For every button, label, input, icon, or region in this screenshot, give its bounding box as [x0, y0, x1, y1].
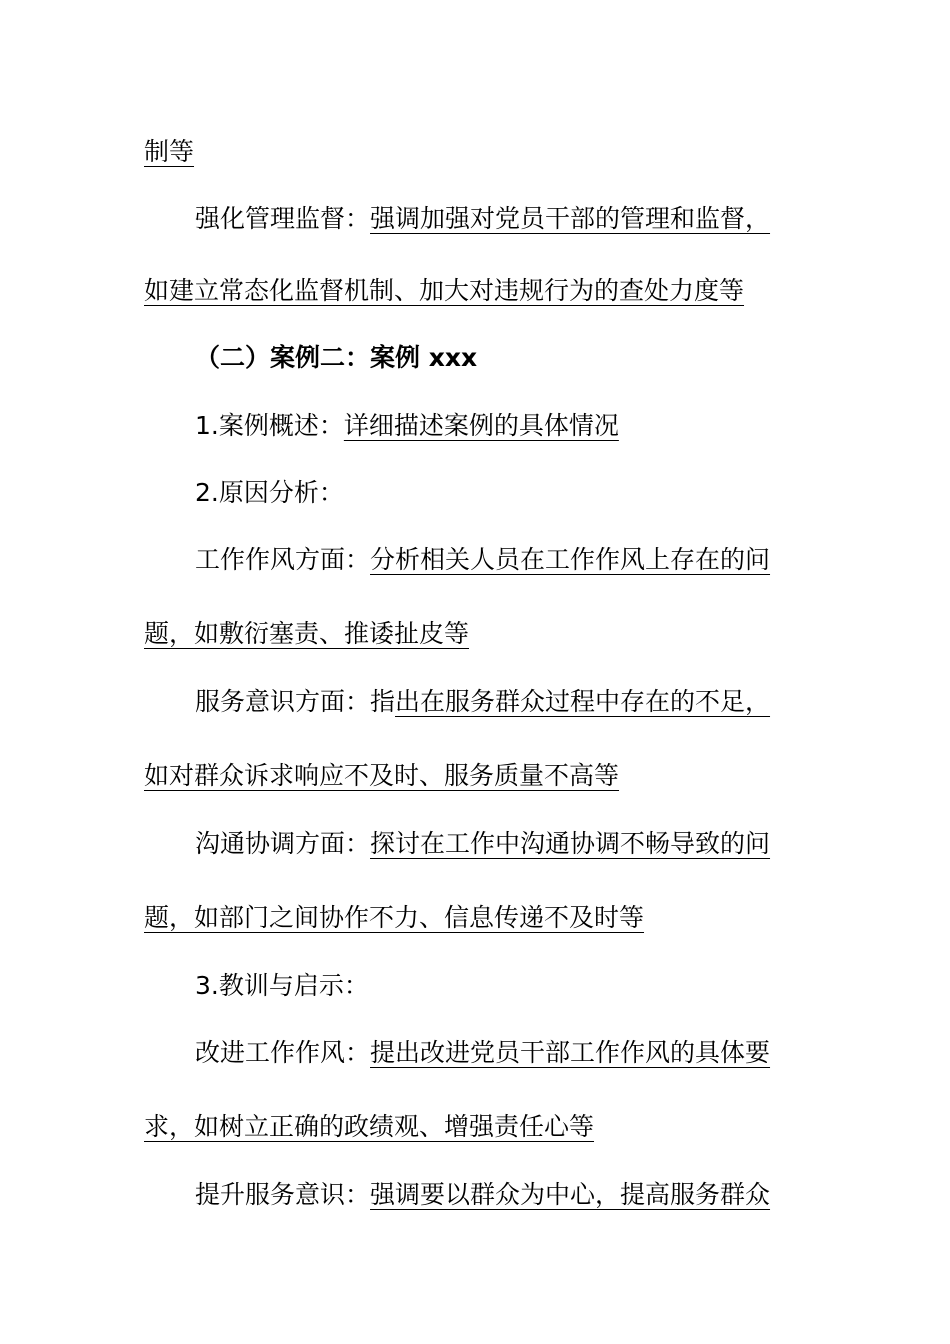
- line-label: 提升服务意识：: [195, 1180, 371, 1209]
- paragraph-line: [144, 1110, 814, 1144]
- paragraph-line: [195, 202, 865, 236]
- paragraph-line: [195, 1178, 865, 1212]
- line-label: 1.案例概述：: [195, 411, 344, 440]
- underlined-text: 强调要以群众为中心，提高服务群众: [370, 1180, 771, 1209]
- paragraph-line: [195, 969, 865, 1003]
- underlined-text: 提出改进党员干部工作作风的具体要: [370, 1038, 771, 1067]
- underlined-text: 题，如敷衍塞责、推诿扯皮等: [144, 619, 470, 648]
- paragraph-line: [144, 617, 814, 651]
- line-label: 服务意识方面：指: [195, 687, 396, 716]
- line-label: 工作作风方面：: [195, 545, 371, 574]
- paragraph-line: [195, 685, 865, 719]
- paragraph-line: [144, 135, 814, 169]
- underlined-text: 分析相关人员在工作作风上存在的问: [370, 545, 771, 574]
- paragraph-line: [195, 827, 865, 861]
- paragraph-line: [195, 476, 865, 510]
- underlined-text: 题，如部门之间协作不力、信息传递不及时等: [144, 903, 645, 932]
- line-label: 2.原因分析：: [195, 478, 344, 507]
- underlined-text: 详细描述案例的具体情况: [343, 411, 619, 440]
- line-label: 强化管理监督：: [195, 204, 371, 233]
- paragraph-line: [195, 1036, 865, 1070]
- paragraph-line: [144, 759, 814, 793]
- section-heading-text: （二）案例二：案例 xxx: [195, 343, 478, 372]
- underlined-text: 强调加强对党员干部的管理和监督，: [370, 204, 771, 233]
- section-heading: [195, 341, 865, 375]
- underlined-text: 出在服务群众过程中存在的不足，: [395, 687, 771, 716]
- underlined-text: 探讨在工作中沟通协调不畅导致的问: [370, 829, 771, 858]
- paragraph-line: [144, 901, 814, 935]
- paragraph-line: [195, 409, 865, 443]
- underlined-text: 求，如树立正确的政绩观、增强责任心等: [144, 1112, 595, 1141]
- underlined-text: 如建立常态化监督机制、加大对违规行为的查处力度等: [144, 276, 745, 305]
- paragraph-line: [195, 543, 865, 577]
- line-label: 沟通协调方面：: [195, 829, 371, 858]
- line-label: 改进工作作风：: [195, 1038, 371, 1067]
- paragraph-line: [144, 274, 814, 308]
- line-label: 3.教训与启示：: [195, 971, 369, 1000]
- underlined-text: 如对群众诉求响应不及时、服务质量不高等: [144, 761, 620, 790]
- underlined-text: 制等: [144, 137, 195, 166]
